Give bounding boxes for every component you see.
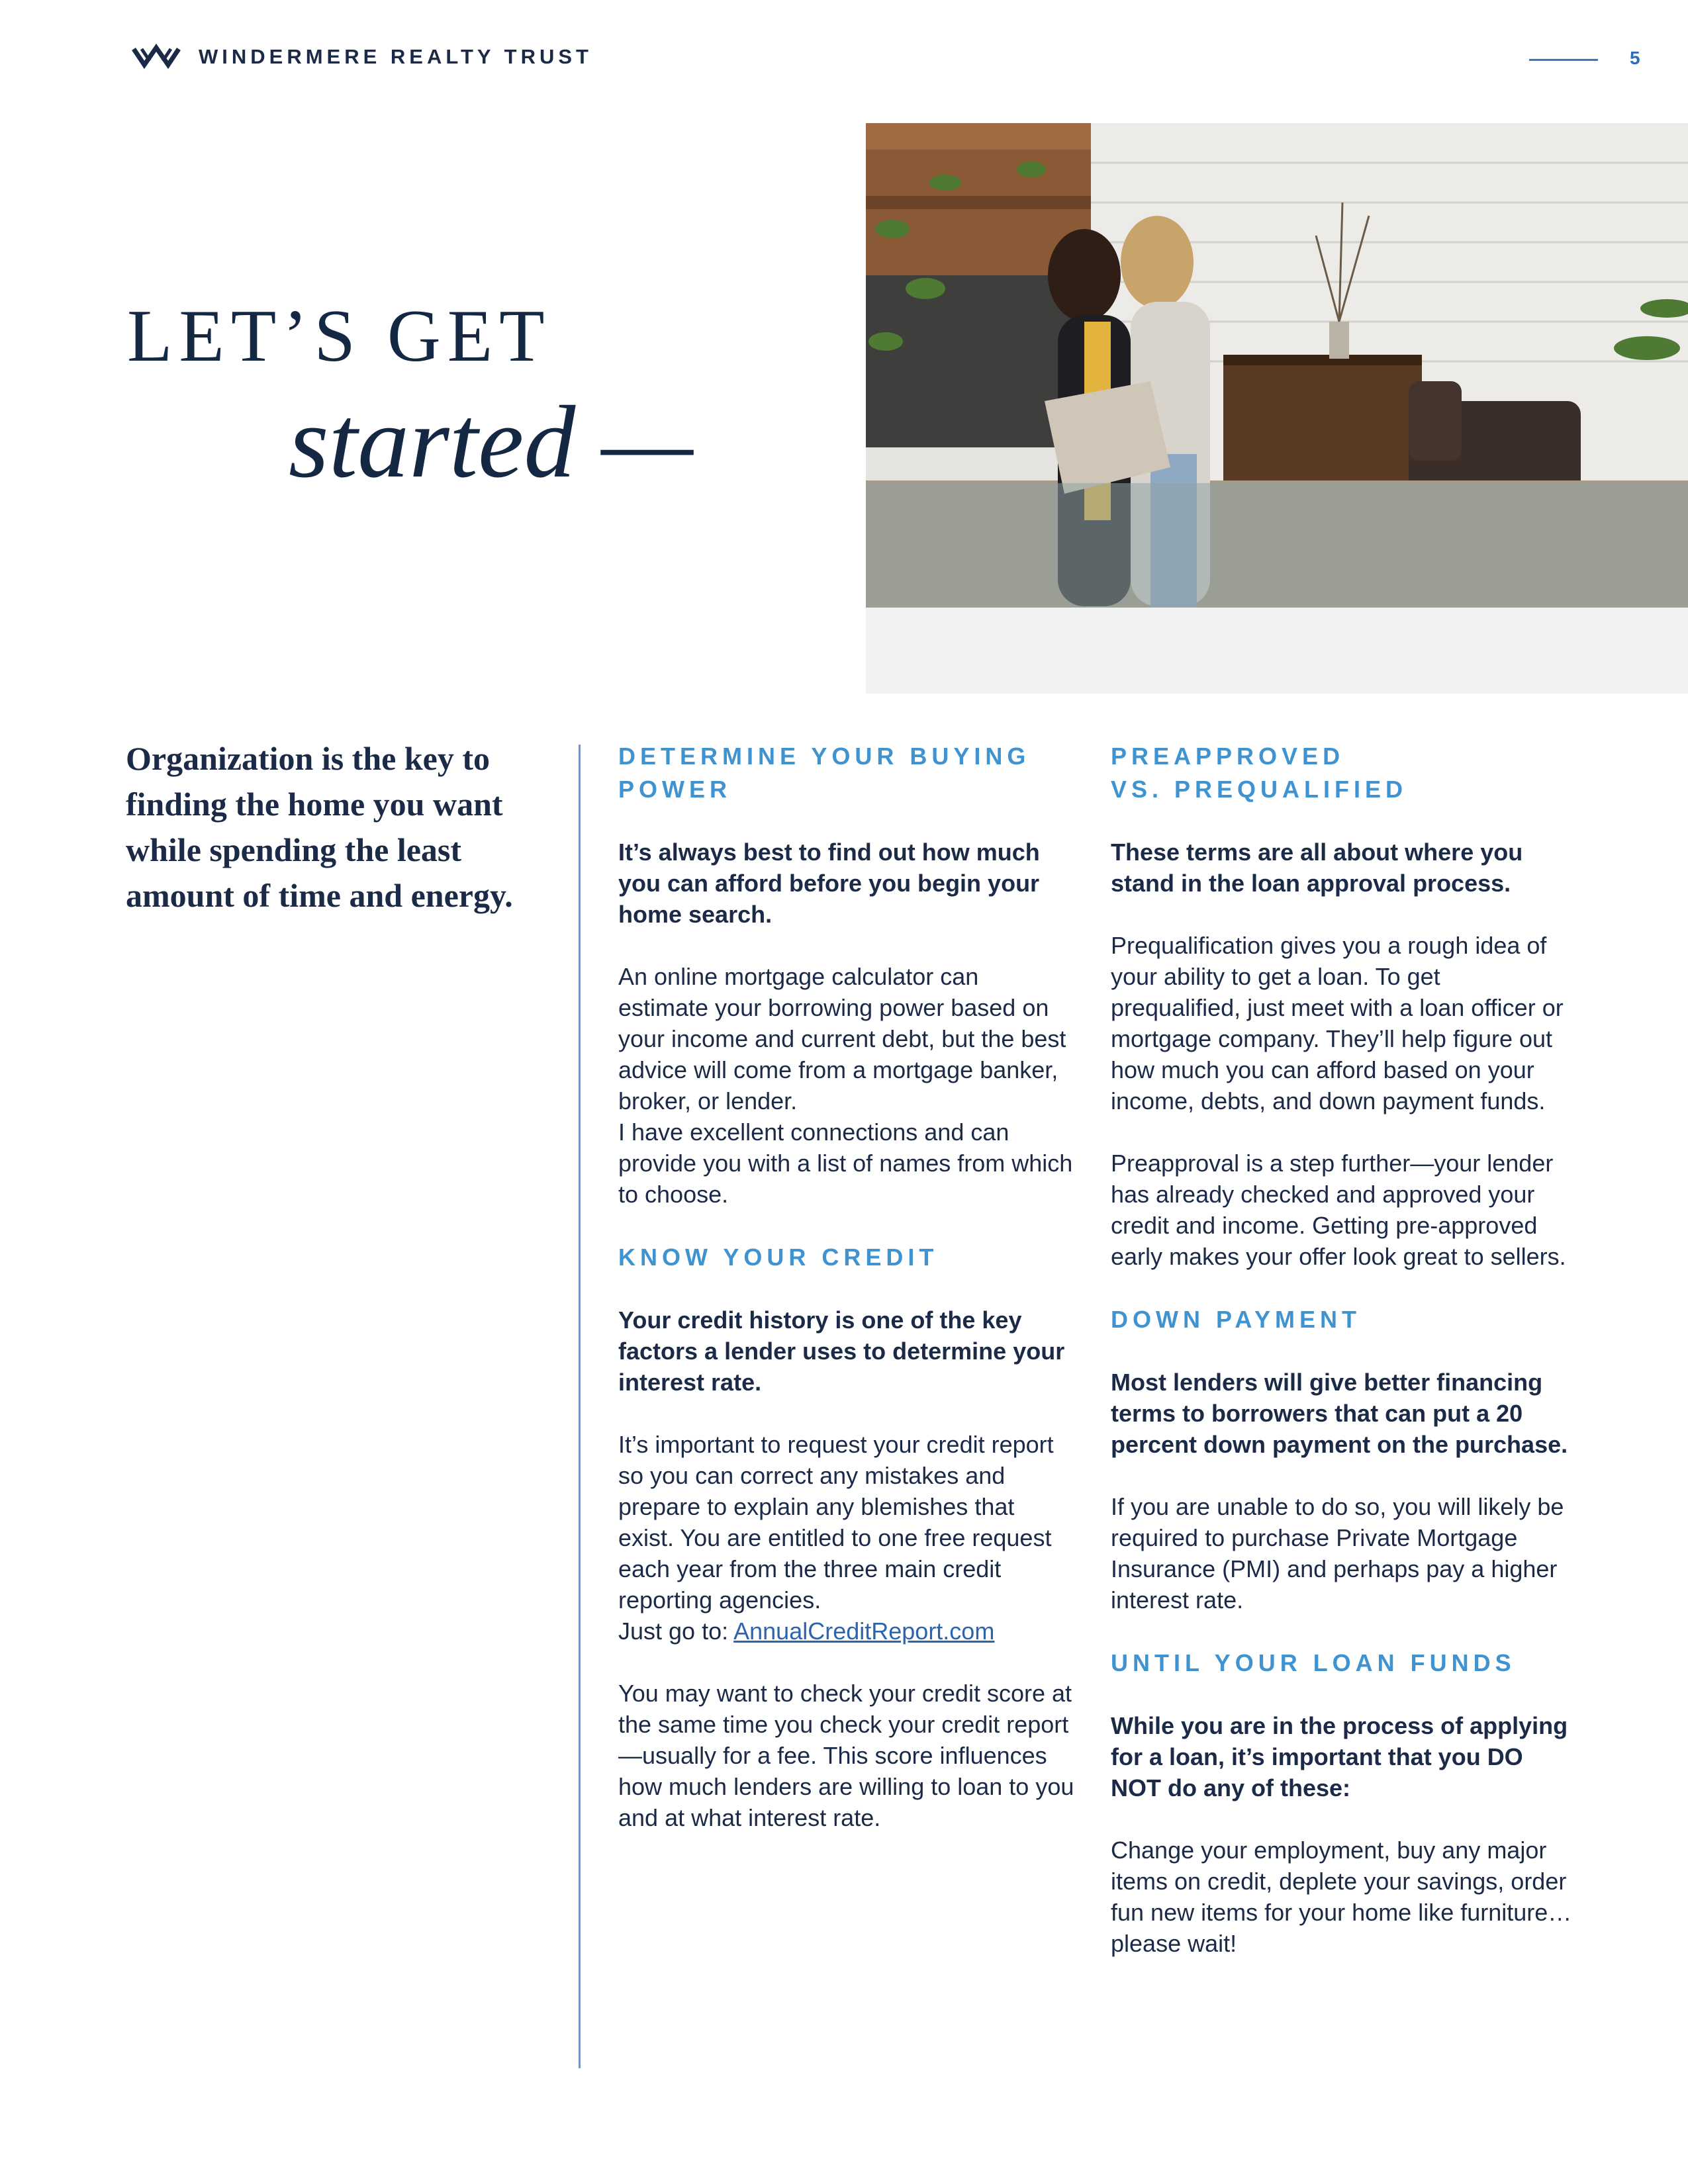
section-body-text: It’s important to request your credit report so you can correct any mistakes and prepare to explain any blemishes that exist. You are entitled to one free request each year from the three main credit reporting agencies. <box>618 1431 1054 1614</box>
section-body-text: I have excellent connections and can provide you with a list of names from which to choose. <box>618 1118 1073 1208</box>
section-title-line: PREAPPROVED <box>1111 743 1345 770</box>
right-column <box>1111 740 1574 1959</box>
link-prefix: Just go to: <box>618 1617 734 1645</box>
section-title-loan-funds: UNTIL YOUR LOAN FUNDS <box>1111 1649 1516 1676</box>
middle-column <box>618 740 1075 1833</box>
section-preapproved <box>1111 740 1574 1272</box>
section-title-buying-power <box>618 740 1075 806</box>
page-number: 5 <box>1630 48 1640 68</box>
section-body: Preapproval is a step further—your lender has already checked and approved your credit and income. Getting pre-approved early makes your offer look great to sellers. <box>1111 1150 1566 1270</box>
section-lead: Your credit history is one of the key factors a lender uses to determine your interest rate. <box>618 1306 1065 1396</box>
section-down-payment <box>1111 1303 1574 1615</box>
section-body <box>618 961 1075 1210</box>
section-body: Change your employment, buy any major items on credit, deplete your savings, order fun new items for your home like furniture… please wait! <box>1111 1837 1572 1957</box>
section-title-down-payment: DOWN PAYMENT <box>1111 1306 1362 1333</box>
column-divider <box>579 745 581 2068</box>
section-body: Prequalification gives you a rough idea of your ability to get a loan. To get prequalified, just meet with a loan officer or mortgage company. They’ll help figure out how much you can afford based on your income, debts, and down payment funds. <box>1111 932 1564 1115</box>
intro-statement: Organization is the key to finding the home you want while spending the least amount of time and energy. <box>126 740 513 914</box>
annual-credit-report-link[interactable]: AnnualCreditReport.com <box>733 1617 995 1645</box>
section-buying-power <box>618 740 1075 1210</box>
section-loan-funds <box>1111 1647 1574 1959</box>
section-lead: It’s always best to find out how much you can afford before you begin your home search. <box>618 839 1040 928</box>
section-lead: While you are in the process of applying for a loan, it’s important that you DO NOT do any of these: <box>1111 1712 1568 1801</box>
hero-photo <box>866 123 1688 608</box>
brand-name: WINDERMERE REALTY TRUST <box>199 45 592 68</box>
page-title-line-1: LET’S GET <box>127 295 551 377</box>
section-body: If you are unable to do so, you will likely be required to purchase Private Mortgage Insurance (PMI) and perhaps pay a higher interest rate. <box>1111 1493 1564 1614</box>
section-body <box>618 1429 1075 1647</box>
windermere-w-logo-icon <box>131 42 181 71</box>
section-title-preapproved <box>1111 740 1574 806</box>
section-title-line: DETERMINE YOUR BUYING <box>618 743 1031 770</box>
section-lead: These terms are all about where you stand in the loan approval process. <box>1111 839 1523 897</box>
section-title-line: POWER <box>618 776 732 803</box>
section-title-line: VS. PREQUALIFIED <box>1111 776 1408 803</box>
section-body-text: An online mortgage calculator can estimate your borrowing power based on your income and current debt, but the best advice will come from a mortgage banker, broker, or lender. <box>618 963 1066 1115</box>
section-body: You may want to check your credit score at the same time you check your credit report—usually for a fee. This score influences how much lenders are willing to loan to you and at what interest rate. <box>618 1680 1074 1831</box>
two-women-reviewing-documents-photo <box>866 123 1688 608</box>
page-title-line-2: started — <box>289 385 694 499</box>
page-number-rule <box>1529 59 1598 61</box>
section-title-credit: KNOW YOUR CREDIT <box>618 1244 939 1271</box>
section-credit <box>618 1241 1075 1833</box>
section-lead: Most lenders will give better financing terms to borrowers that can put a 20 percent down payment on the purchase. <box>1111 1369 1568 1458</box>
brand-logo <box>131 41 592 73</box>
